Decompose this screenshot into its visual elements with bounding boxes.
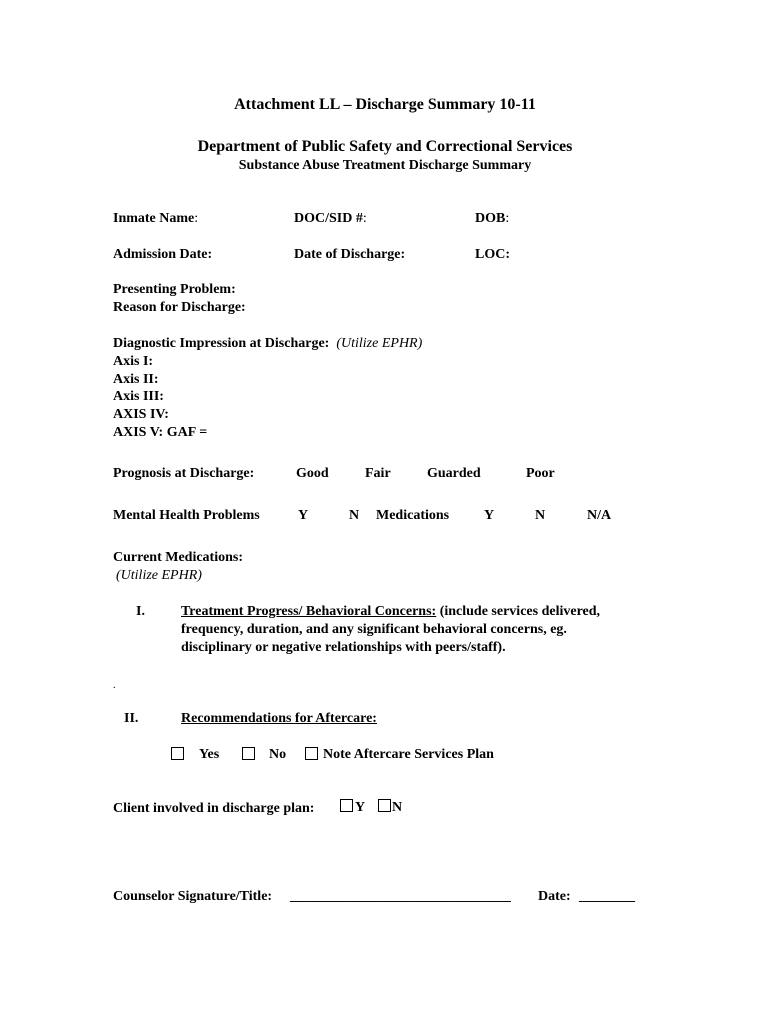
aftercare-no-label: No [269,747,287,762]
client-involved-y-label: Y [355,800,366,815]
diagnostic-utilize-ephr-note: (Utilize EPHR) [336,336,423,351]
counselor-signature-label: Counselor Signature/Title: [113,889,273,904]
medications-option-n: N [535,508,546,523]
doc-sid-field [294,210,367,227]
section-1-line-3: disciplinary or negative relationships with peers/staff). [181,640,506,655]
current-medications-label: Current Medications: [113,550,243,565]
client-involved-y-checkbox[interactable] [340,799,353,812]
section-1-heading: Treatment Progress/ Behavioral Concerns: [181,604,437,619]
axis-3-label: Axis III: [113,389,164,404]
section-2-numeral: II. [124,711,139,726]
section-1-line-2: frequency, duration, and any significant behavioral concerns, eg. [181,622,567,637]
client-involved-label: Client involved in discharge plan: [113,801,315,816]
section-2-heading: Recommendations for Aftercare: [181,711,377,726]
mental-health-problems-label: Mental Health Problems [113,508,260,523]
aftercare-no-checkbox[interactable] [242,747,255,760]
client-involved-n-checkbox[interactable] [378,799,391,812]
mental-health-option-y: Y [298,508,309,523]
dob-field [475,210,509,227]
prognosis-option-guarded: Guarded [427,466,481,481]
mental-health-option-n: N [349,508,360,523]
client-involved-n-label: N [392,800,403,815]
medications-option-y: Y [484,508,495,523]
inmate-name-field [113,210,198,227]
document-title: Attachment LL – Discharge Summary 10-11 [234,96,536,113]
medications-option-na: N/A [587,508,612,523]
prognosis-option-poor: Poor [526,466,555,481]
diagnostic-impression-label: Diagnostic Impression at Discharge: [113,336,330,351]
medications-label: Medications [376,508,450,523]
loc-label: LOC: [475,247,510,262]
aftercare-plan-label: Note Aftercare Services Plan [323,747,494,762]
counselor-signature-line[interactable]: ________________________________ [290,889,511,904]
current-medications-utilize-ephr-note: (Utilize EPHR) [116,568,202,583]
diagnostic-impression [113,335,422,352]
axis-1-label: Axis I: [113,354,154,369]
form-subtitle: Substance Abuse Treatment Discharge Summary [238,158,532,173]
dob-colon: : [505,211,510,226]
signature-date-label: Date: [538,889,571,904]
department-title: Department of Public Safety and Correctional Services [197,138,573,155]
axis-5-gaf-label: AXIS V: GAF = [113,425,208,440]
section-1-numeral: I. [136,604,145,619]
doc-sid-colon: : [362,211,367,226]
prognosis-option-good: Good [296,466,329,481]
doc-sid-label: DOC/SID # [294,211,363,226]
inmate-name-colon: : [194,211,199,226]
presenting-problem-label: Presenting Problem: [113,282,236,297]
aftercare-yes-label: Yes [199,747,220,762]
axis-2-label: Axis II: [113,372,159,387]
aftercare-plan-checkbox[interactable] [305,747,318,760]
prognosis-option-fair: Fair [365,466,391,481]
section-1-line-1 [181,603,600,620]
date-of-discharge-label: Date of Discharge: [294,247,406,262]
section-1-instructions-start: (include services delivered, [436,604,601,619]
dob-label: DOB [475,211,506,226]
reason-for-discharge-label: Reason for Discharge: [113,300,246,315]
admission-date-label: Admission Date: [113,247,213,262]
prognosis-label: Prognosis at Discharge: [113,466,255,481]
stray-period-mark: . [113,680,116,691]
aftercare-yes-checkbox[interactable] [171,747,184,760]
inmate-name-label: Inmate Name [113,211,195,226]
axis-4-label: AXIS IV: [113,407,169,422]
signature-date-line[interactable]: ________ [579,889,635,904]
